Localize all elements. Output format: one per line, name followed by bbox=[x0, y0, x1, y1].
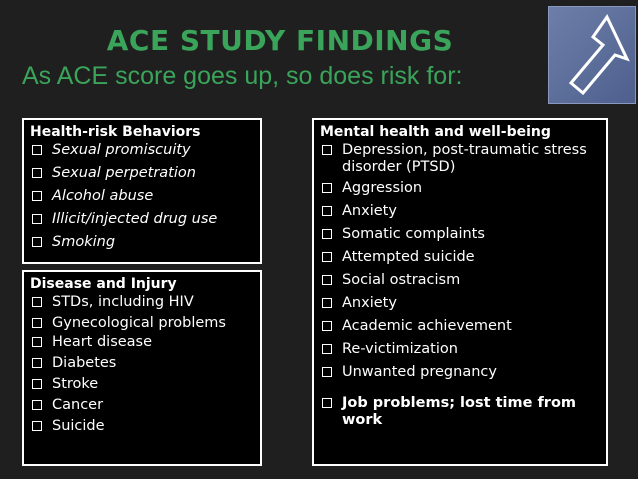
list-item: Diabetes bbox=[30, 355, 260, 372]
checkbox-bullet-icon bbox=[322, 252, 332, 262]
checkbox-bullet-icon bbox=[322, 275, 332, 285]
health-risk-heading: Health-risk Behaviors bbox=[30, 124, 201, 140]
health-risk-panel bbox=[22, 118, 262, 264]
checkbox-bullet-icon bbox=[32, 237, 42, 247]
list-item: Smoking bbox=[30, 234, 260, 251]
checkbox-bullet-icon bbox=[32, 145, 42, 155]
checkbox-bullet-icon bbox=[322, 344, 332, 354]
checkbox-bullet-icon bbox=[322, 145, 332, 155]
list-item: Depression, post-traumatic stress disorder (PTSD) bbox=[320, 142, 606, 176]
disease-heading: Disease and Injury bbox=[30, 276, 177, 292]
list-item: Anxiety bbox=[320, 295, 606, 312]
checkbox-bullet-icon bbox=[32, 358, 42, 368]
list-item: Somatic complaints bbox=[320, 226, 606, 243]
list-item: Alcohol abuse bbox=[30, 188, 260, 205]
list-item: Sexual promiscuity bbox=[30, 142, 260, 159]
list-item: Job problems; lost time from work bbox=[320, 395, 606, 429]
up-arrow-icon bbox=[548, 6, 636, 104]
checkbox-bullet-icon bbox=[322, 229, 332, 239]
list-item: Stroke bbox=[30, 376, 260, 393]
list-item: Sexual perpetration bbox=[30, 165, 260, 182]
list-item: Suicide bbox=[30, 418, 260, 435]
checkbox-bullet-icon bbox=[322, 398, 332, 408]
list-item: Aggression bbox=[320, 180, 606, 197]
slide-subtitle: As ACE score goes up, so does risk for: bbox=[22, 62, 463, 90]
mental-health-list bbox=[314, 142, 606, 429]
list-item: STDs, including HIV bbox=[30, 294, 260, 311]
checkbox-bullet-icon bbox=[322, 321, 332, 331]
checkbox-bullet-icon bbox=[32, 318, 42, 328]
mental-health-panel bbox=[312, 118, 608, 466]
list-item: Academic achievement bbox=[320, 318, 606, 335]
checkbox-bullet-icon bbox=[32, 421, 42, 431]
list-item: Anxiety bbox=[320, 203, 606, 220]
slide-title: ACE STUDY FINDINGS bbox=[106, 24, 454, 57]
checkbox-bullet-icon bbox=[322, 367, 332, 377]
checkbox-bullet-icon bbox=[32, 191, 42, 201]
mental-health-heading: Mental health and well-being bbox=[320, 124, 551, 140]
checkbox-bullet-icon bbox=[32, 400, 42, 410]
disease-list bbox=[24, 294, 260, 435]
health-risk-list bbox=[24, 142, 260, 251]
checkbox-bullet-icon bbox=[32, 337, 42, 347]
checkbox-bullet-icon bbox=[32, 297, 42, 307]
list-item: Unwanted pregnancy bbox=[320, 364, 606, 381]
checkbox-bullet-icon bbox=[32, 168, 42, 178]
list-item: Social ostracism bbox=[320, 272, 606, 289]
list-item: Attempted suicide bbox=[320, 249, 606, 266]
list-item: Cancer bbox=[30, 397, 260, 414]
list-item: Re-victimization bbox=[320, 341, 606, 358]
list-item: Gynecological problems bbox=[30, 315, 260, 332]
checkbox-bullet-icon bbox=[322, 206, 332, 216]
checkbox-bullet-icon bbox=[32, 214, 42, 224]
list-item: Heart disease bbox=[30, 334, 260, 351]
checkbox-bullet-icon bbox=[32, 379, 42, 389]
disease-panel bbox=[22, 270, 262, 466]
checkbox-bullet-icon bbox=[322, 298, 332, 308]
checkbox-bullet-icon bbox=[322, 183, 332, 193]
list-item: Illicit/injected drug use bbox=[30, 211, 260, 228]
